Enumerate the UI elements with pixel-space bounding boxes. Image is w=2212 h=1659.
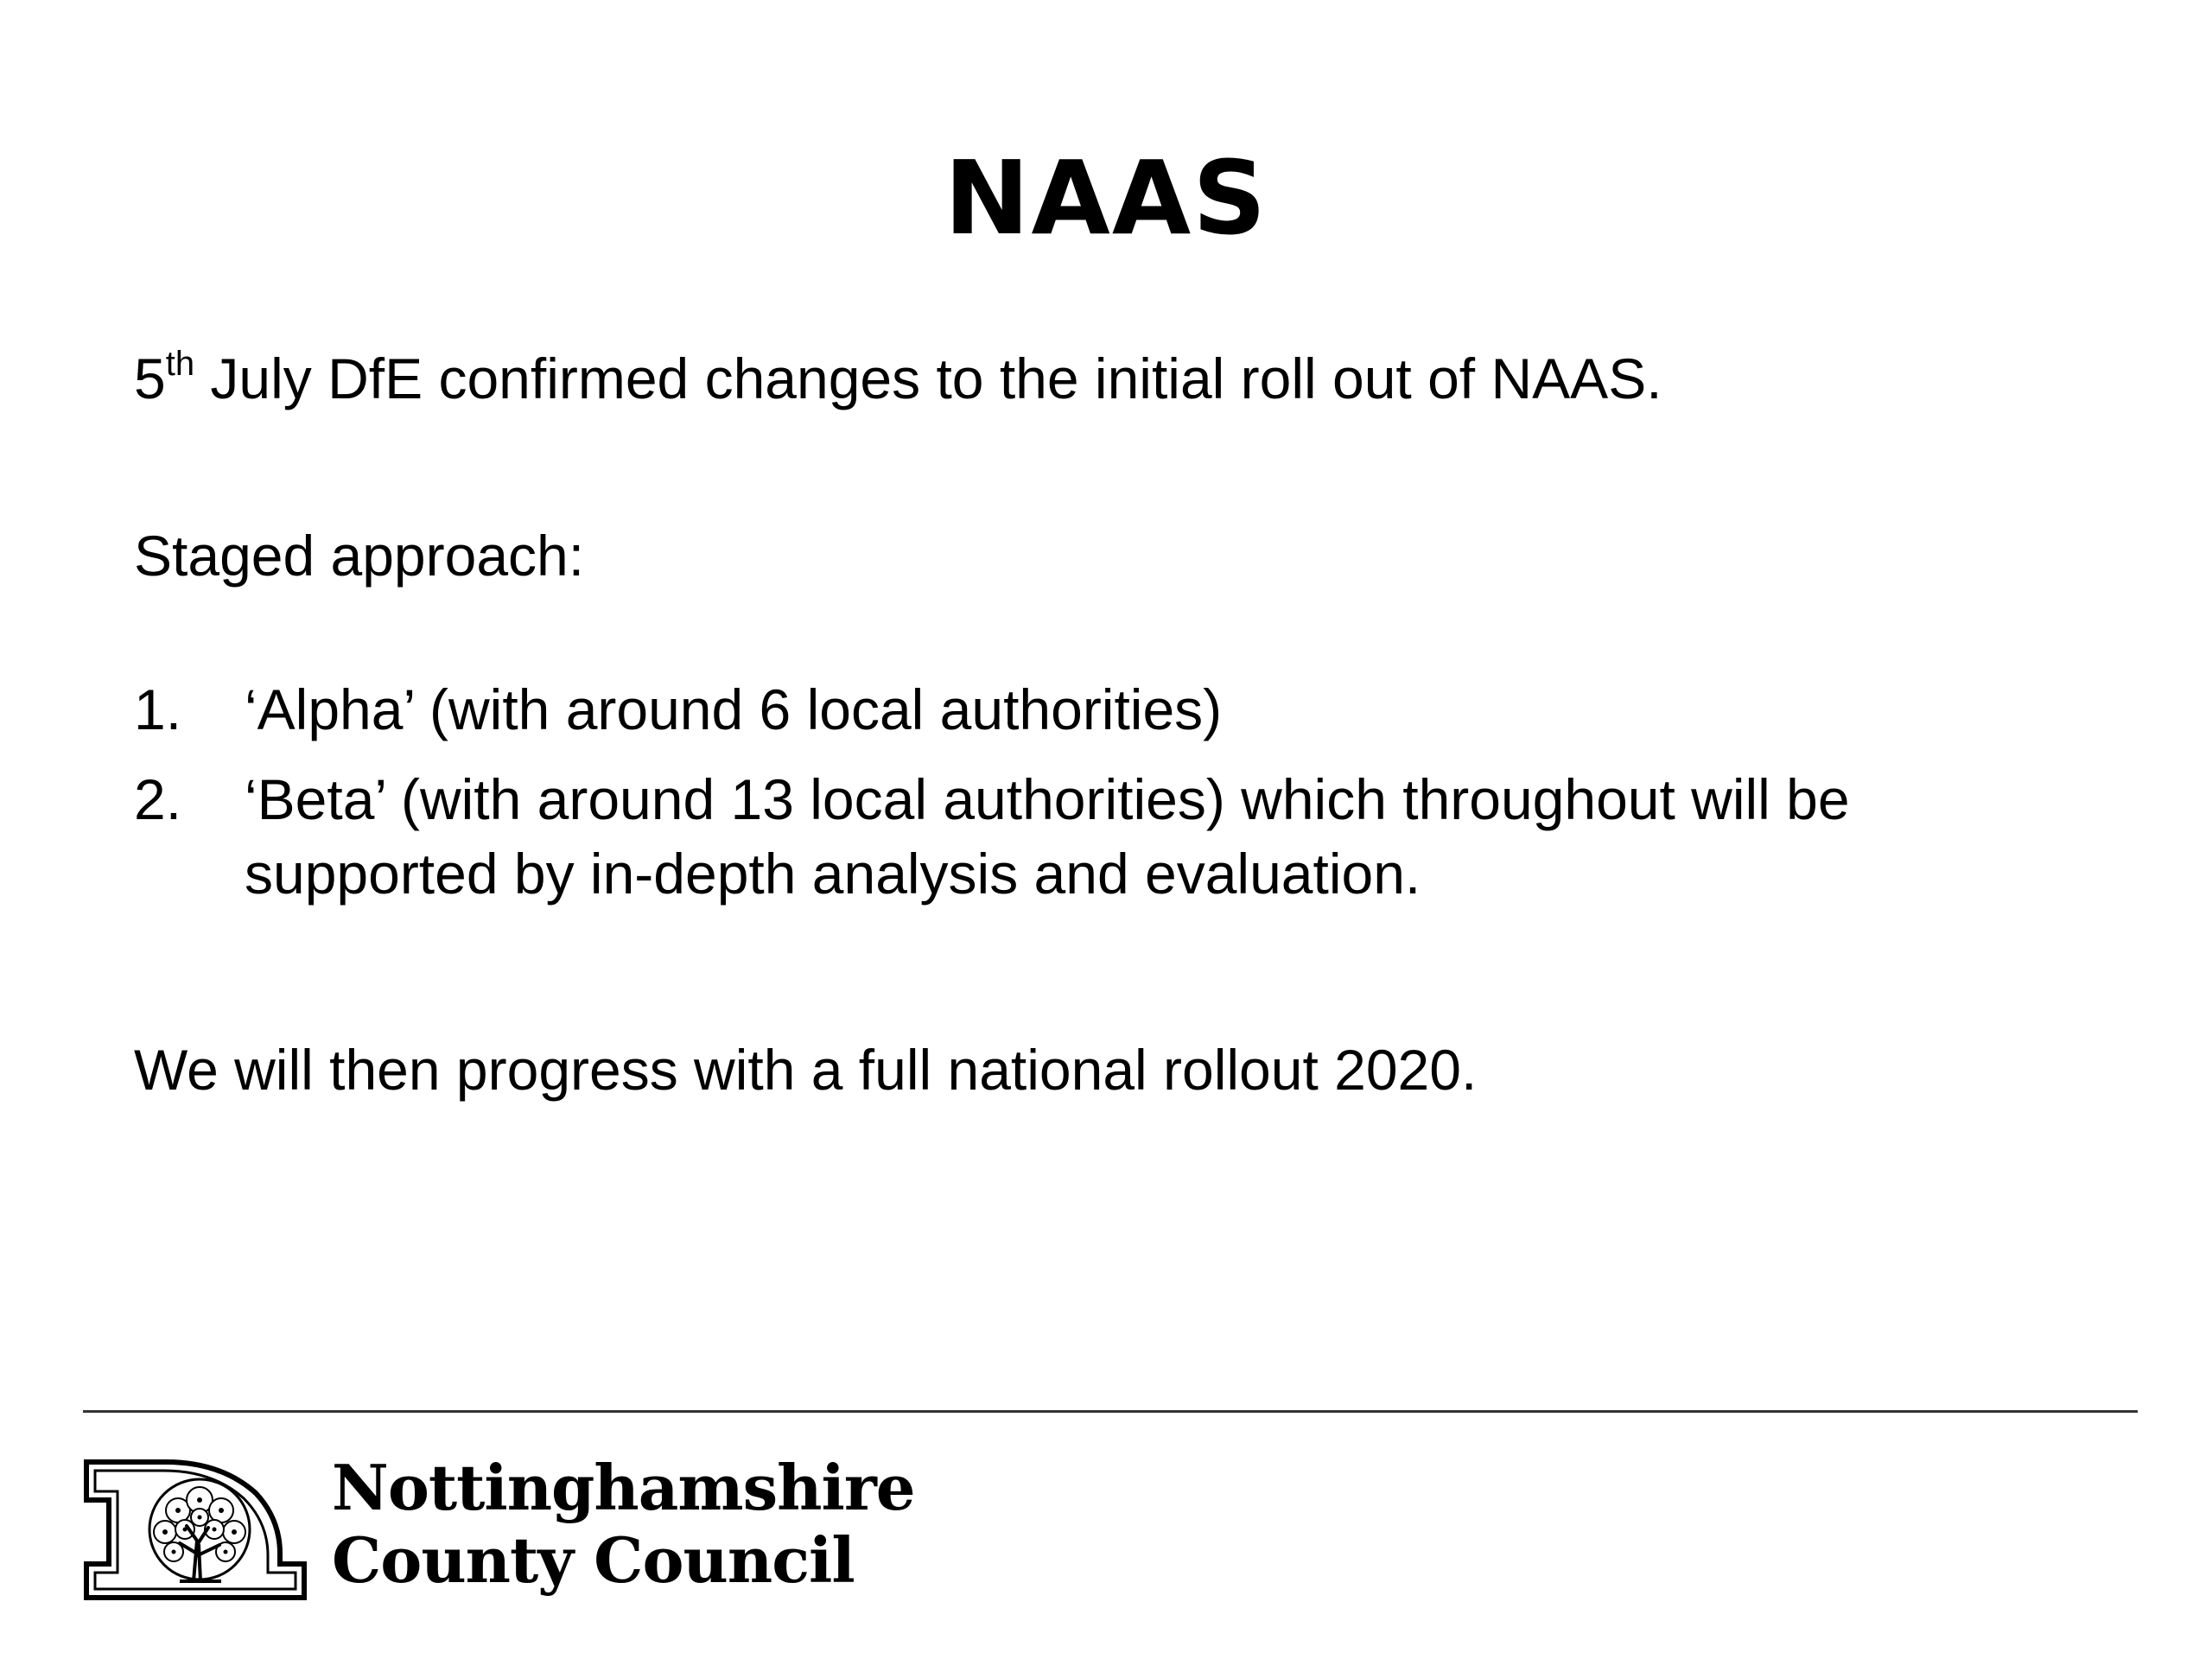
list-item-number: 1. [134,677,182,741]
intro-day: 5 [134,346,166,410]
list-item-text: ‘Alpha’ (with around 6 local authorities) [245,677,1223,741]
intro-text: July DfE confirmed changes to the initial roll out of NAAS. [194,346,1662,410]
intro-paragraph [134,345,1662,410]
intro-day-suffix: th [165,345,195,383]
list-item-text: ‘Beta’ (with around 13 local authorities) which throughout will be supported by in-depth analysis and evaluation. [245,767,1850,906]
list-item-number: 2. [134,767,182,831]
footer-divider [83,1410,2138,1413]
slide-title: NAAS [944,138,1268,257]
closing-paragraph: We will then progress with a full national rollout 2020. [134,1038,1478,1102]
oak-tree-emblem-icon [83,1459,308,1601]
logo-line-2: County Council [332,1523,855,1597]
staged-heading: Staged approach: [134,524,585,588]
council-logo [83,1452,1033,1607]
logo-line-1: Nottinghamshire [332,1451,915,1524]
logo-wordmark [332,1452,915,1597]
